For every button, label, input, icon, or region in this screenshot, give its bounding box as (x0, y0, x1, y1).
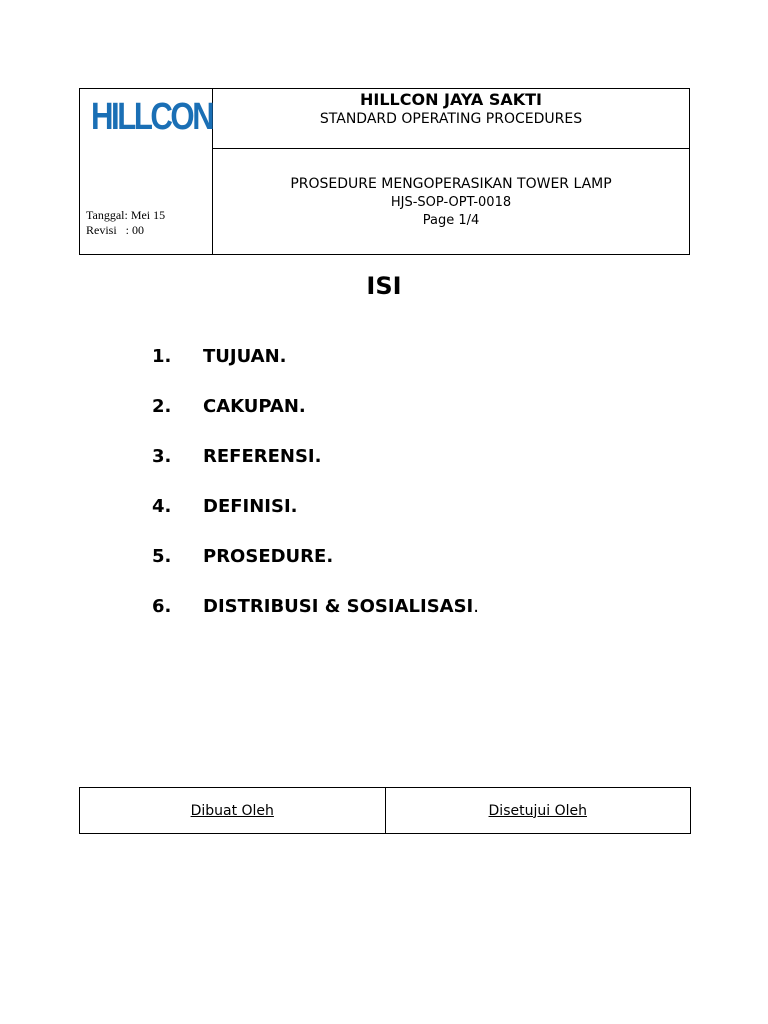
document-code: HJS-SOP-OPT-0018 (390, 195, 512, 210)
toc-item (152, 343, 479, 393)
toc-item (152, 443, 479, 493)
toc-suffix: . (473, 596, 479, 617)
toc-label: DEFINISI. (203, 496, 298, 517)
toc-number: 3. (152, 446, 172, 467)
page-number: Page 1/4 (422, 213, 480, 228)
toc-item (152, 593, 479, 643)
document-title: PROSEDURE MENGOPERASIKAN TOWER LAMP (290, 176, 612, 192)
toc-item (152, 393, 479, 443)
document-header (79, 88, 690, 255)
toc-label: DISTRIBUSI & SOSIALISASI (203, 596, 474, 617)
toc-item (152, 543, 479, 593)
signature-table (79, 787, 691, 834)
made-by-cell: Dibuat Oleh (80, 788, 386, 833)
toc-number: 1. (152, 346, 172, 367)
toc-label: PROSEDURE. (203, 546, 334, 567)
company-logo: HILLCON (91, 96, 213, 138)
toc-number: 2. (152, 396, 172, 417)
document-meta (86, 208, 165, 238)
toc-label: TUJUAN. (203, 346, 287, 367)
toc-label: REFERENSI. (203, 446, 322, 467)
contents-title: ISI (366, 272, 402, 300)
toc-label: CAKUPAN. (203, 396, 306, 417)
date-label: Tanggal: Mei 15 (86, 208, 166, 222)
doc-info-cell (213, 149, 689, 254)
logo-cell (80, 89, 213, 254)
approved-by-cell: Disetujui Oleh (488, 802, 587, 819)
title-cell (213, 89, 689, 149)
revision-label: Revisi : 00 (86, 223, 145, 237)
company-name: HILLCON JAYA SAKTI (359, 90, 543, 109)
toc-item (152, 493, 479, 543)
toc-number: 6. (152, 596, 172, 617)
toc-number: 4. (152, 496, 172, 517)
table-of-contents (152, 343, 479, 643)
sop-label: STANDARD OPERATING PROCEDURES (319, 111, 583, 127)
toc-number: 5. (152, 546, 172, 567)
